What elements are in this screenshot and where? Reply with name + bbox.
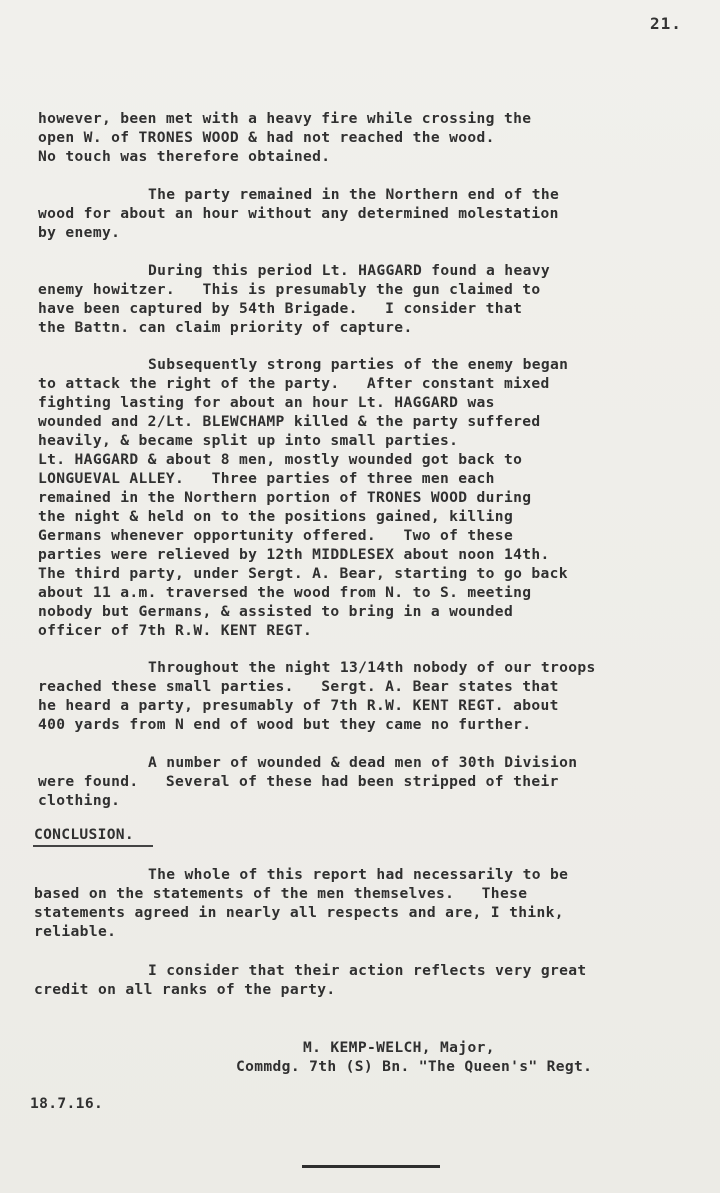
text-line: During this period Lt. HAGGARD found a heavy	[148, 262, 550, 279]
text-line: LONGUEVAL ALLEY. Three parties of three men each	[38, 470, 495, 487]
document-date: 18.7.16.	[30, 1095, 104, 1112]
text-line: The third party, under Sergt. A. Bear, starting to go back	[38, 565, 568, 582]
text-line: Throughout the night 13/14th nobody of our troops	[148, 659, 596, 676]
text-line: based on the statements of the men themselves. These	[34, 885, 528, 902]
text-line: I consider that their action reflects very great	[148, 962, 587, 979]
text-line: Germans whenever opportunity offered. Two of these	[38, 527, 514, 544]
end-rule	[302, 1165, 440, 1168]
signature-name: M. KEMP-WELCH, Major,	[303, 1039, 495, 1056]
text-line: he heard a party, presumably of 7th R.W. KENT REGT. about	[38, 697, 559, 714]
text-line: A number of wounded & dead men of 30th Division	[148, 754, 578, 771]
text-line: were found. Several of these had been stripped of their	[38, 773, 559, 790]
text-line: clothing.	[38, 792, 121, 809]
text-line: have been captured by 54th Brigade. I consider that	[38, 300, 523, 317]
text-line: parties were relieved by 12th MIDDLESEX about noon 14th.	[38, 546, 550, 563]
section-heading: CONCLUSION.	[34, 826, 134, 843]
text-line: enemy howitzer. This is presumably the gun claimed to	[38, 281, 541, 298]
text-line: Lt. HAGGARD & about 8 men, mostly wounded got back to	[38, 451, 523, 468]
text-line: to attack the right of the party. After constant mixed	[38, 375, 550, 392]
text-line: nobody but Germans, & assisted to bring in a wounded	[38, 603, 514, 620]
text-line: fighting lasting for about an hour Lt. HAGGARD was	[38, 394, 495, 411]
text-line: open W. of TRONES WOOD & had not reached the wood.	[38, 129, 495, 146]
text-line: credit on all ranks of the party.	[34, 981, 336, 998]
text-line: Subsequently strong parties of the enemy began	[148, 356, 569, 373]
text-line: wounded and 2/Lt. BLEWCHAMP killed & the party suffered	[38, 413, 541, 430]
text-line: reached these small parties. Sergt. A. Bear states that	[38, 678, 559, 695]
text-line: officer of 7th R.W. KENT REGT.	[38, 622, 313, 639]
page-number: 21.	[650, 14, 682, 33]
text-line: remained in the Northern portion of TRONES WOOD during	[38, 489, 532, 506]
text-line: by enemy.	[38, 224, 121, 241]
text-line: reliable.	[34, 923, 117, 940]
signature-title: Commdg. 7th (S) Bn. "The Queen's" Regt.	[236, 1058, 593, 1075]
text-line: about 11 a.m. traversed the wood from N. to S. meeting	[38, 584, 532, 601]
text-line: statements agreed in nearly all respects and are, I think,	[34, 904, 564, 921]
text-line: 400 yards from N end of wood but they came no further.	[38, 716, 532, 733]
text-line: heavily, & became split up into small parties.	[38, 432, 459, 449]
text-line: the night & held on to the positions gained, killing	[38, 508, 514, 525]
text-line: The whole of this report had necessarily to be	[148, 866, 569, 883]
heading-underline	[33, 845, 153, 847]
text-line: The party remained in the Northern end of the	[148, 186, 560, 203]
text-line: wood for about an hour without any determined molestation	[38, 205, 559, 222]
text-line: however, been met with a heavy fire while crossing the	[38, 110, 532, 127]
text-line: No touch was therefore obtained.	[38, 148, 331, 165]
text-line: the Battn. can claim priority of capture.	[38, 319, 413, 336]
